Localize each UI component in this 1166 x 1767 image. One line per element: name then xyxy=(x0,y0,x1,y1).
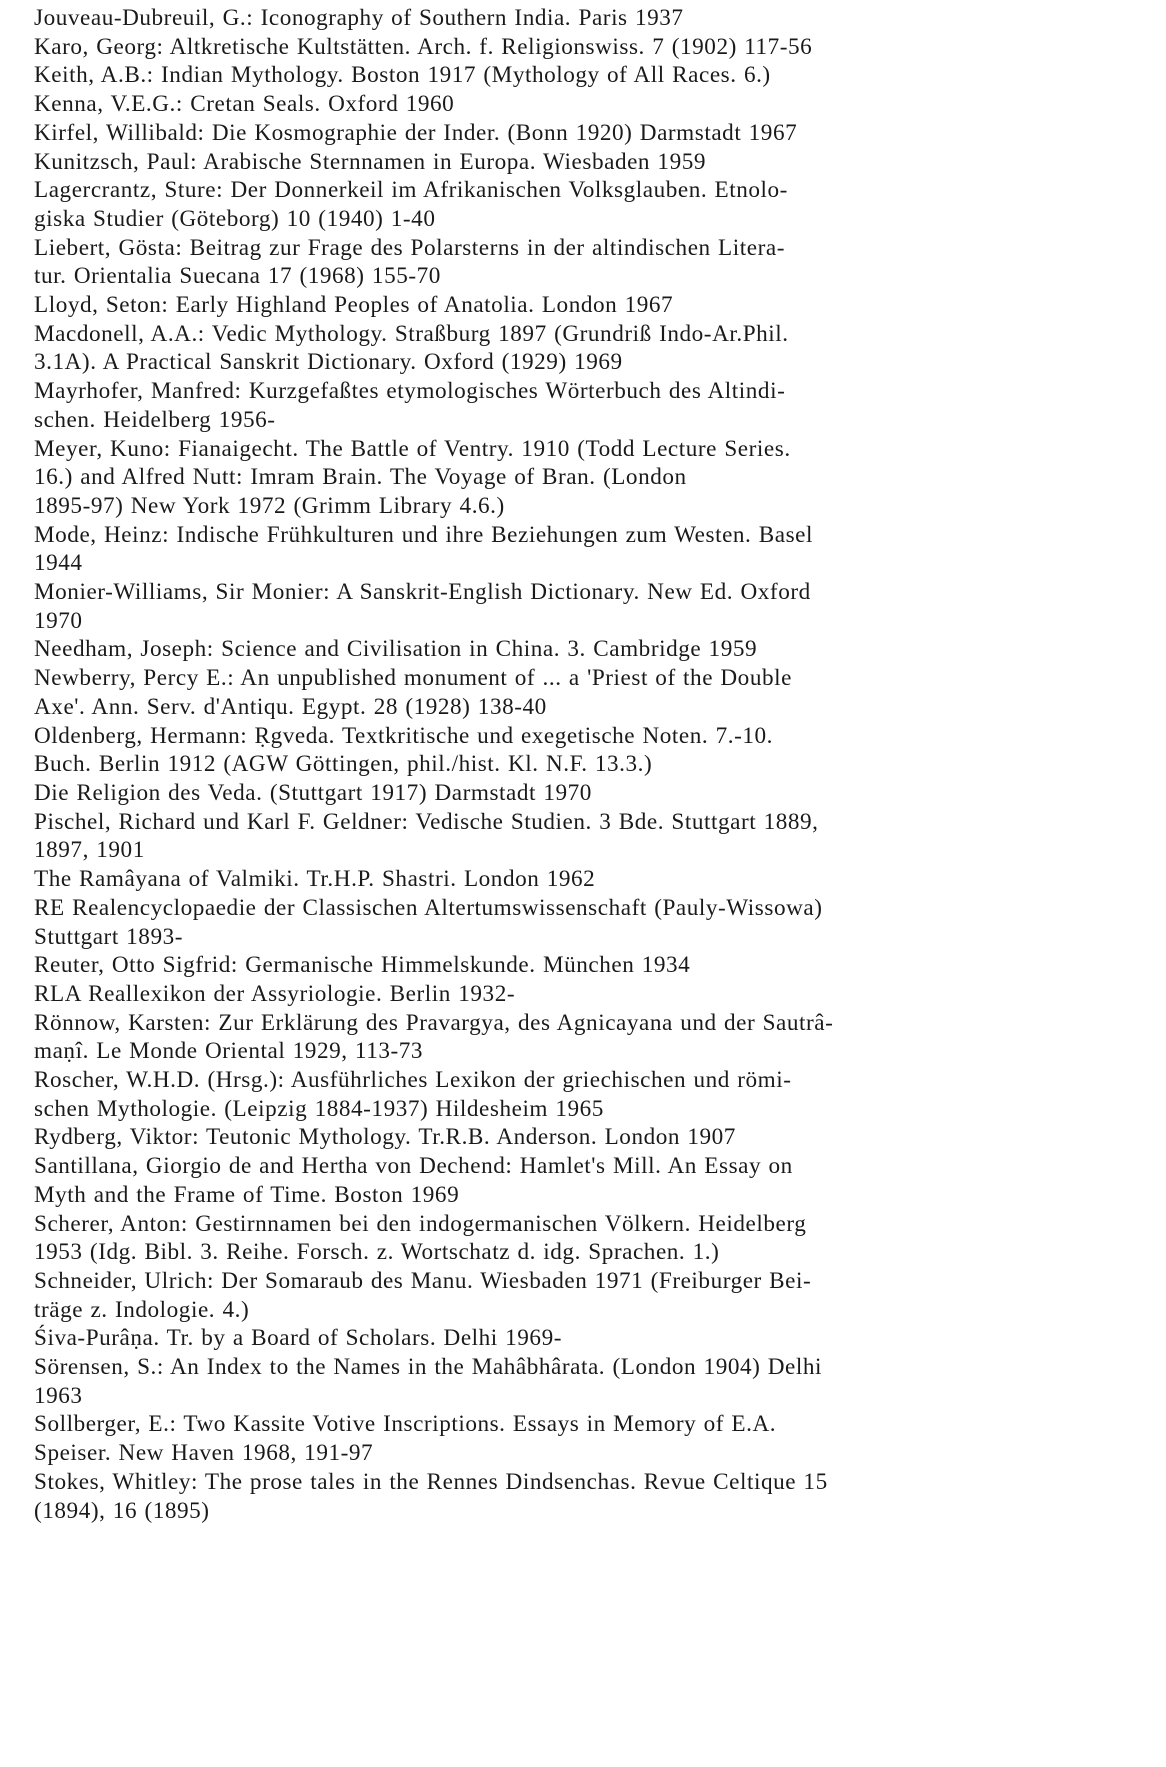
bibliography-entry xyxy=(34,176,1154,233)
entry-first-line: Jouveau-Dubreuil, G.: Iconography of Southern India. Paris 1937 xyxy=(34,5,684,31)
entry-first-line: Karo, Georg: Altkretische Kultstätten. Arch. f. Religionswiss. 7 (1902) 117-56 xyxy=(34,33,813,60)
entry-continuation-line: schen. Heidelberg 1956- xyxy=(34,406,276,433)
entry-first-line: Mayrhofer, Manfred: Kurzgefaßtes etymologisches Wörterbuch des Altindi- xyxy=(34,378,786,405)
entry-first-line: Scherer, Anton: Gestirnnamen bei den indogermanischen Völkern. Heidelberg xyxy=(34,1210,807,1237)
entry-first-line: The Ramâyana of Valmiki. Tr.H.P. Shastri. London 1962 xyxy=(34,866,596,893)
entry-first-line: Roscher, W.H.D. (Hrsg.): Ausführliches Lexikon der griechischen und römi- xyxy=(34,1067,792,1094)
entry-first-line: Santillana, Giorgio de and Hertha von Dechend: Hamlet's Mill. An Essay on xyxy=(34,1153,793,1180)
bibliography-entry xyxy=(34,320,1154,377)
bibliography-entry xyxy=(34,33,1154,62)
entry-continuation-line: 1897, 1901 xyxy=(34,837,145,864)
entry-first-line: Schneider, Ulrich: Der Somaraub des Manu. Wiesbaden 1971 (Freiburger Bei- xyxy=(34,1267,812,1294)
bibliography-list xyxy=(34,4,1154,1525)
entry-continuation-line: 1944 xyxy=(34,550,83,577)
entry-continuation-line: 1953 (Idg. Bibl. 3. Reihe. Forsch. z. Wortschatz d. idg. Sprachen. 1.) xyxy=(34,1239,720,1266)
entry-continuation-line: träge z. Indologie. 4.) xyxy=(34,1296,250,1323)
entry-first-line: Kirfel, Willibald: Die Kosmographie der Inder. (Bonn 1920) Darmstadt 1967 xyxy=(34,119,798,146)
bibliography-entry xyxy=(34,435,1154,521)
entry-continuation-line: maṇî. Le Monde Oriental 1929, 113-73 xyxy=(34,1038,424,1065)
bibliography-entry xyxy=(34,4,1154,33)
entry-first-line: Mode, Heinz: Indische Frühkulturen und ihre Beziehungen zum Westen. Basel xyxy=(34,521,814,548)
bibliography-entry xyxy=(34,1066,1154,1123)
entry-first-line: RE Realencyclopaedie der Classischen Altertumswissenschaft (Pauly-Wissowa) xyxy=(34,894,823,921)
bibliography-entry xyxy=(34,980,1154,1009)
entry-first-line: RLA Reallexikon der Assyriologie. Berlin 1932- xyxy=(34,980,516,1007)
bibliography-entry xyxy=(34,1210,1154,1267)
bibliography-entry xyxy=(34,664,1154,721)
bibliography-entry xyxy=(34,865,1154,894)
bibliography-entry xyxy=(34,90,1154,119)
bibliography-entry xyxy=(34,1123,1154,1152)
entry-first-line: Kenna, V.E.G.: Cretan Seals. Oxford 1960 xyxy=(34,91,455,118)
entry-first-line: Meyer, Kuno: Fianaigecht. The Battle of Ventry. 1910 (Todd Lecture Series. xyxy=(34,435,791,462)
entry-first-line: Sörensen, S.: An Index to the Names in the Mahâbhârata. (London 1904) Delhi xyxy=(34,1354,823,1381)
entry-first-line: Śiva-Purâṇa. Tr. by a Board of Scholars. Delhi 1969- xyxy=(34,1325,562,1352)
entry-continuation-line: Axe'. Ann. Serv. d'Antiqu. Egypt. 28 (1928) 138-40 xyxy=(34,693,547,720)
bibliography-entry xyxy=(34,61,1154,90)
bibliography-entry xyxy=(34,1267,1154,1324)
entry-first-line: Liebert, Gösta: Beitrag zur Frage des Polarsterns in der altindischen Litera- xyxy=(34,234,785,261)
bibliography-entry xyxy=(34,1410,1154,1467)
entry-first-line: Sollberger, E.: Two Kassite Votive Inscriptions. Essays in Memory of E.A. xyxy=(34,1411,777,1438)
entry-first-line: Kunitzsch, Paul: Arabische Sternnamen in Europa. Wiesbaden 1959 xyxy=(34,148,707,175)
entry-first-line: Monier-Williams, Sir Monier: A Sanskrit-English Dictionary. New Ed. Oxford xyxy=(34,579,811,606)
bibliography-entry xyxy=(34,521,1154,578)
entry-first-line: Lagercrantz, Sture: Der Donnerkeil im Afrikanischen Volksglauben. Etnolo- xyxy=(34,177,788,204)
bibliography-entry xyxy=(34,1353,1154,1410)
entry-continuation-line: 3.1A). A Practical Sanskrit Dictionary. Oxford (1929) 1969 xyxy=(34,349,623,376)
bibliography-entry xyxy=(34,951,1154,980)
entry-first-line: Pischel, Richard und Karl F. Geldner: Vedische Studien. 3 Bde. Stuttgart 1889, xyxy=(34,808,819,835)
entry-continuation-line: 1970 xyxy=(34,607,83,634)
entry-first-line: Stokes, Whitley: The prose tales in the Rennes Dindsenchas. Revue Celtique 15 xyxy=(34,1468,828,1495)
entry-continuation-line: Speiser. New Haven 1968, 191-97 xyxy=(34,1440,374,1467)
bibliography-entry xyxy=(34,894,1154,951)
bibliography-entry xyxy=(34,1324,1154,1353)
bibliography-entry xyxy=(34,119,1154,148)
entry-continuation-line: 1895-97) New York 1972 (Grimm Library 4.6.) xyxy=(34,492,505,519)
entry-first-line: Oldenberg, Hermann: Ṛgveda. Textkritische und exegetische Noten. 7.-10. xyxy=(34,722,774,749)
entry-continuation-line: giska Studier (Göteborg) 10 (1940) 1-40 xyxy=(34,205,436,232)
entry-continuation-line: (1894), 16 (1895) xyxy=(34,1497,210,1524)
entry-first-line: Needham, Joseph: Science and Civilisation in China. 3. Cambridge 1959 xyxy=(34,636,758,663)
entry-first-line: Reuter, Otto Sigfrid: Germanische Himmelskunde. München 1934 xyxy=(34,952,691,979)
entry-continuation-line: Die Religion des Veda. (Stuttgart 1917) Darmstadt 1970 xyxy=(34,779,592,806)
entry-continuation-line: 16.) and Alfred Nutt: Imram Brain. The Voyage of Bran. (London xyxy=(34,464,687,491)
bibliography-entry xyxy=(34,722,1154,808)
bibliography-entry xyxy=(34,808,1154,865)
bibliography-entry xyxy=(34,148,1154,177)
entry-first-line: Keith, A.B.: Indian Mythology. Boston 1917 (Mythology of All Races. 6.) xyxy=(34,62,771,89)
entry-first-line: Macdonell, A.A.: Vedic Mythology. Straßburg 1897 (Grundriß Indo-Ar.Phil. xyxy=(34,320,789,347)
entry-continuation-line: 1963 xyxy=(34,1382,83,1409)
entry-first-line: Newberry, Percy E.: An unpublished monument of ... a 'Priest of the Double xyxy=(34,665,792,692)
bibliography-entry xyxy=(34,635,1154,664)
entry-continuation-line: tur. Orientalia Suecana 17 (1968) 155-70 xyxy=(34,263,441,290)
entry-continuation-line: schen Mythologie. (Leipzig 1884-1937) Hildesheim 1965 xyxy=(34,1095,604,1122)
bibliography-entry xyxy=(34,377,1154,434)
bibliography-entry xyxy=(34,1152,1154,1209)
entry-first-line: Rönnow, Karsten: Zur Erklärung des Pravargya, des Agnicayana und der Sautrâ- xyxy=(34,1009,834,1036)
entry-continuation-line: Buch. Berlin 1912 (AGW Göttingen, phil./hist. Kl. N.F. 13.3.) xyxy=(34,751,653,778)
entry-continuation-line: Myth and the Frame of Time. Boston 1969 xyxy=(34,1181,460,1208)
bibliography-entry xyxy=(34,578,1154,635)
entry-continuation-line: Stuttgart 1893- xyxy=(34,923,184,950)
bibliography-entry xyxy=(34,1468,1154,1525)
bibliography-entry xyxy=(34,291,1154,320)
bibliography-entry xyxy=(34,1009,1154,1066)
entry-first-line: Rydberg, Viktor: Teutonic Mythology. Tr.R.B. Anderson. London 1907 xyxy=(34,1124,736,1151)
bibliography-entry xyxy=(34,234,1154,291)
entry-first-line: Lloyd, Seton: Early Highland Peoples of Anatolia. London 1967 xyxy=(34,292,674,319)
